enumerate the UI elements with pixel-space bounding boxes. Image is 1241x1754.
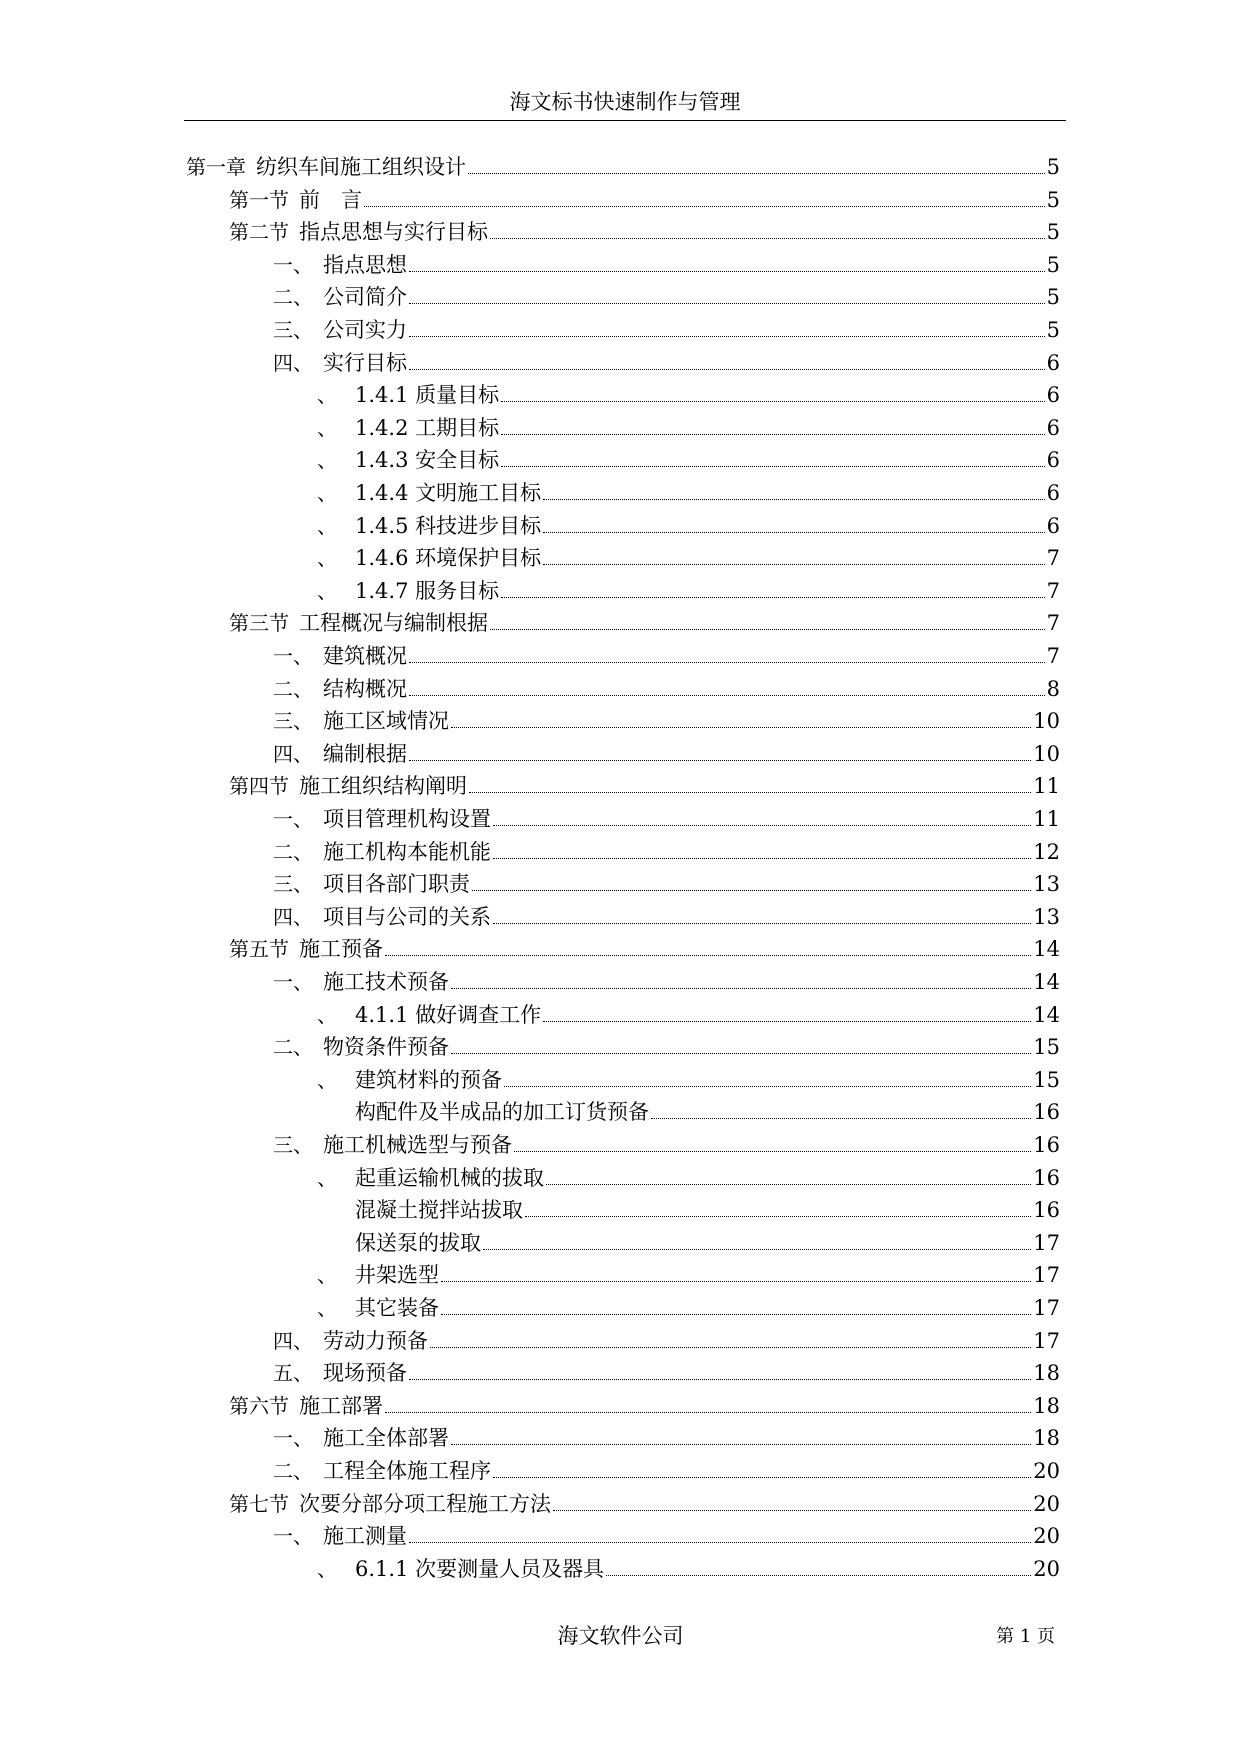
- toc-entry-page: 5: [1046, 220, 1060, 245]
- toc-entry-marker: 三、: [273, 872, 313, 897]
- toc-entry-page: 17: [1033, 1230, 1060, 1255]
- toc-entry-label: 指点思想: [323, 252, 407, 277]
- toc-entry-label: 1.4.4 文明施工目标: [355, 481, 542, 505]
- toc-leader-dots: [385, 955, 1031, 956]
- toc-entry-page: 13: [1033, 872, 1060, 897]
- toc-entry[interactable]: [273, 346, 1060, 376]
- toc-leader-dots: [525, 1216, 1031, 1217]
- toc-entry-page: 5: [1046, 187, 1060, 212]
- toc-entry-page: 20: [1033, 1491, 1060, 1516]
- toc-leader-dots: [409, 760, 1031, 761]
- toc-entry-label: 物资条件预备: [323, 1035, 449, 1060]
- toc-entry-page: 6: [1046, 415, 1060, 440]
- toc-entry[interactable]: [186, 150, 1060, 180]
- toc-entry[interactable]: [317, 1291, 1060, 1321]
- toc-leader-dots: [409, 1542, 1031, 1543]
- toc-entry-marker: 第七节: [229, 1491, 289, 1516]
- toc-entry-marker: 、: [317, 546, 337, 571]
- toc-entry-marker: 一、: [273, 1524, 313, 1549]
- toc-entry-marker: 三、: [273, 1133, 313, 1157]
- toc-leader-dots: [514, 1151, 1031, 1152]
- toc-entry-label: 现场预备: [323, 1361, 407, 1386]
- toc-leader-dots: [451, 1444, 1031, 1445]
- toc-entry-marker: 、: [317, 448, 337, 473]
- toc-entry[interactable]: [317, 476, 1060, 506]
- toc-entry[interactable]: [273, 867, 1060, 897]
- toc-leader-dots: [501, 597, 1045, 598]
- toc-entry-label: 1.4.5 科技进步目标: [355, 513, 542, 538]
- toc-entry-label: 公司简介: [323, 285, 407, 310]
- toc-entry-page: 18: [1033, 1361, 1060, 1386]
- toc-leader-dots: [451, 1053, 1031, 1054]
- toc-entry[interactable]: [229, 1487, 1060, 1517]
- toc-entry-marker: 、: [317, 383, 337, 408]
- toc-leader-dots: [409, 695, 1045, 696]
- toc-entry-marker: 四、: [273, 1328, 313, 1353]
- toc-entry[interactable]: [229, 932, 1060, 962]
- toc-entry-page: 17: [1033, 1328, 1060, 1353]
- toc-entry-label: 施工技术预备: [323, 970, 449, 994]
- toc-leader-dots: [441, 1314, 1031, 1315]
- toc-entry-label: 项目管理机构设置: [323, 807, 491, 831]
- toc-entry-marker: 二、: [273, 676, 313, 701]
- toc-entry-label: 4.1.1 做好调查工作: [355, 1002, 542, 1027]
- toc-entry-page: 16: [1033, 1100, 1060, 1125]
- toc-entry-marker: 、: [317, 415, 337, 440]
- toc-entry-label: 编制根据: [323, 741, 407, 766]
- toc-entry-marker: 第四节: [229, 774, 289, 799]
- toc-leader-dots: [472, 890, 1031, 891]
- toc-leader-dots: [606, 1575, 1031, 1576]
- toc-entry-marker: 第一章: [186, 155, 246, 179]
- toc-entry-page: 15: [1033, 1067, 1060, 1092]
- toc-entry-label: 构配件及半成品的加工订货预备: [355, 1100, 649, 1125]
- toc-entry-marker: 第二节: [229, 220, 289, 245]
- toc-entry-page: 14: [1033, 1002, 1060, 1027]
- toc-leader-dots: [493, 1477, 1031, 1478]
- toc-entry[interactable]: [229, 183, 1060, 213]
- toc-entry-page: 14: [1033, 937, 1060, 962]
- toc-entry[interactable]: [317, 1552, 1060, 1582]
- toc-entry-page: 14: [1033, 970, 1060, 994]
- toc-entry-label: 起重运输机械的拔取: [355, 1165, 544, 1190]
- toc-entry-label: 施工机械选型与预备: [323, 1133, 512, 1157]
- toc-entry-label: 施工预备: [299, 937, 383, 962]
- page-header-title: 海文标书快速制作与管理: [509, 90, 741, 114]
- toc-entry-label: 前 言: [299, 187, 362, 212]
- toc-entry-label: 次要分部分项工程施工方法: [299, 1491, 551, 1516]
- toc-leader-dots: [469, 792, 1031, 793]
- toc-entry-page: 20: [1033, 1524, 1060, 1549]
- toc-entry-marker: 五、: [273, 1361, 313, 1386]
- toc-entry[interactable]: [273, 737, 1060, 767]
- footer-page-number: 第 1 页: [996, 1626, 1055, 1647]
- toc-entry[interactable]: [273, 802, 1060, 832]
- toc-entry-label: 1.4.2 工期目标: [355, 415, 500, 440]
- toc-entry-page: 17: [1033, 1263, 1060, 1288]
- toc-entry-marker: 一、: [273, 252, 313, 277]
- toc-entry-page: 18: [1033, 1426, 1060, 1451]
- toc-entry[interactable]: [273, 280, 1060, 310]
- toc-entry-marker: 二、: [273, 1035, 313, 1060]
- toc-leader-dots: [553, 1510, 1031, 1511]
- toc-entry-marker: 、: [317, 1002, 337, 1027]
- footer-company: 海文软件公司: [557, 1624, 684, 1648]
- toc-entry-marker: 、: [317, 578, 337, 603]
- toc-leader-dots: [409, 271, 1045, 272]
- toc-entry-label: 项目与公司的关系: [323, 904, 491, 929]
- toc-entry[interactable]: [273, 1454, 1060, 1484]
- toc-entry[interactable]: [273, 835, 1060, 865]
- toc-entry-marker: 第一节: [229, 187, 289, 212]
- toc-entry-page: 10: [1033, 709, 1060, 734]
- toc-entry-label: 纺织车间施工组织设计: [256, 155, 466, 179]
- toc-entry-label: 1.4.3 安全目标: [355, 448, 500, 473]
- toc-leader-dots: [493, 825, 1031, 826]
- toc-entry[interactable]: [273, 248, 1060, 278]
- toc-entry-label: 其它装备: [355, 1296, 439, 1320]
- toc-leader-dots: [543, 1021, 1031, 1022]
- toc-entry[interactable]: [355, 1226, 1060, 1256]
- toc-entry-marker: 三、: [273, 318, 313, 342]
- toc-entry[interactable]: [317, 1161, 1060, 1191]
- toc-entry-marker: 、: [317, 481, 337, 505]
- toc-entry-label: 建筑材料的预备: [355, 1067, 502, 1092]
- toc-entry-page: 16: [1033, 1133, 1060, 1157]
- toc-entry[interactable]: [273, 1324, 1060, 1354]
- toc-entry[interactable]: [317, 1258, 1060, 1288]
- toc-leader-dots: [546, 1184, 1031, 1185]
- toc-entry-page: 6: [1046, 481, 1060, 505]
- toc-entry-marker: 第五节: [229, 937, 289, 962]
- header-rule: [184, 120, 1066, 121]
- toc-leader-dots: [441, 1281, 1031, 1282]
- toc-leader-dots: [651, 1118, 1031, 1119]
- toc-leader-dots: [364, 206, 1045, 207]
- toc-entry-page: 5: [1046, 252, 1060, 277]
- toc-leader-dots: [430, 1347, 1031, 1348]
- toc-entry[interactable]: [317, 411, 1060, 441]
- toc-entry-label: 施工测量: [323, 1524, 407, 1549]
- toc-entry-marker: 、: [317, 513, 337, 538]
- toc-leader-dots: [490, 629, 1045, 630]
- toc-leader-dots: [409, 1379, 1031, 1380]
- toc-entry[interactable]: [355, 1095, 1060, 1125]
- toc-entry[interactable]: [317, 998, 1060, 1028]
- toc-leader-dots: [543, 564, 1045, 565]
- toc-leader-dots: [504, 1086, 1031, 1087]
- toc-entry-marker: 四、: [273, 904, 313, 929]
- toc-entry-marker: 、: [317, 1296, 337, 1320]
- toc-entry[interactable]: [273, 965, 1060, 995]
- toc-entry-page: 18: [1033, 1393, 1060, 1418]
- toc-entry-page: 16: [1033, 1165, 1060, 1190]
- toc-entry-label: 实行目标: [323, 350, 407, 375]
- toc-leader-dots: [451, 727, 1031, 728]
- toc-entry[interactable]: [273, 1421, 1060, 1451]
- toc-entry[interactable]: [273, 1356, 1060, 1386]
- toc-entry-page: 10: [1033, 741, 1060, 766]
- toc-entry-page: 11: [1033, 774, 1060, 799]
- toc-entry-label: 工程全体施工程序: [323, 1459, 491, 1483]
- toc-entry-label: 结构概况: [323, 676, 407, 701]
- toc-entry-marker: 二、: [273, 285, 313, 310]
- toc-entry-label: 建筑概况: [323, 644, 407, 668]
- toc-entry[interactable]: [273, 672, 1060, 702]
- toc-entry-label: 6.1.1 次要测量人员及器具: [355, 1556, 605, 1581]
- toc-entry-marker: 、: [317, 1165, 337, 1190]
- toc-entry-marker: 、: [317, 1067, 337, 1092]
- toc-entry-label: 施工部署: [299, 1393, 383, 1418]
- toc-entry-page: 6: [1046, 350, 1060, 375]
- toc-entry-marker: 一、: [273, 970, 313, 994]
- toc-entry-label: 1.4.6 环境保护目标: [355, 546, 542, 571]
- toc-entry[interactable]: [317, 443, 1060, 473]
- toc-entry-label: 施工机构本能机能: [323, 839, 491, 864]
- toc-entry-marker: 二、: [273, 1459, 313, 1483]
- toc-entry-page: 6: [1046, 513, 1060, 538]
- toc-leader-dots: [493, 858, 1031, 859]
- toc-entry-label: 劳动力预备: [323, 1328, 428, 1353]
- toc-entry-page: 11: [1033, 807, 1060, 831]
- toc-entry-page: 13: [1033, 904, 1060, 929]
- toc-leader-dots: [385, 1412, 1031, 1413]
- toc-entry-page: 8: [1046, 676, 1060, 701]
- toc-leader-dots: [543, 499, 1045, 500]
- toc-entry-label: 施工区域情况: [323, 709, 449, 734]
- toc-entry-page: 5: [1046, 318, 1060, 342]
- toc-entry-page: 17: [1033, 1296, 1060, 1320]
- toc-entry-page: 6: [1046, 448, 1060, 473]
- toc-leader-dots: [451, 988, 1031, 989]
- toc-leader-dots: [468, 173, 1045, 174]
- toc-entry[interactable]: [229, 769, 1060, 799]
- toc-entry[interactable]: [273, 704, 1060, 734]
- toc-leader-dots: [409, 336, 1045, 337]
- toc-entry-marker: 一、: [273, 1426, 313, 1451]
- toc-entry-label: 1.4.7 服务目标: [355, 578, 500, 603]
- toc-entry-page: 20: [1033, 1459, 1060, 1483]
- toc-entry-page: 5: [1046, 285, 1060, 310]
- toc-entry-page: 7: [1046, 546, 1060, 571]
- toc-entry-label: 指点思想与实行目标: [299, 220, 488, 245]
- toc-entry-marker: 、: [317, 1556, 337, 1581]
- toc-entry-marker: 第六节: [229, 1393, 289, 1418]
- toc-entry-label: 混凝土搅拌站拔取: [355, 1198, 523, 1223]
- toc-entry-label: 公司实力: [323, 318, 407, 342]
- toc-entry-marker: 一、: [273, 807, 313, 831]
- toc-entry-page: 7: [1046, 644, 1060, 668]
- toc-entry-page: 12: [1033, 839, 1060, 864]
- toc-leader-dots: [409, 303, 1045, 304]
- toc-entry[interactable]: [317, 378, 1060, 408]
- toc-entry-marker: 、: [317, 1263, 337, 1288]
- toc-leader-dots: [409, 662, 1045, 663]
- toc-entry-label: 井架选型: [355, 1263, 439, 1288]
- toc-entry-page: 16: [1033, 1198, 1060, 1223]
- toc-leader-dots: [493, 923, 1031, 924]
- toc-leader-dots: [501, 466, 1045, 467]
- toc-entry-page: 7: [1046, 578, 1060, 603]
- toc-entry-marker: 三、: [273, 709, 313, 734]
- toc-entry-marker: 一、: [273, 644, 313, 668]
- toc-entry-marker: 第三节: [229, 611, 289, 636]
- toc-leader-dots: [501, 434, 1045, 435]
- toc-leader-dots: [483, 1249, 1031, 1250]
- toc-entry-label: 施工全体部署: [323, 1426, 449, 1451]
- toc-entry[interactable]: [317, 1063, 1060, 1093]
- toc-entry[interactable]: [273, 1519, 1060, 1549]
- toc-entry-page: 7: [1046, 611, 1060, 636]
- toc-entry[interactable]: [355, 1193, 1060, 1223]
- toc-entry-page: 5: [1046, 155, 1060, 179]
- toc-entry-page: 15: [1033, 1035, 1060, 1060]
- toc-entry-marker: 二、: [273, 839, 313, 864]
- toc-entry[interactable]: [317, 541, 1060, 571]
- toc-entry[interactable]: [273, 900, 1060, 930]
- toc-leader-dots: [409, 369, 1045, 370]
- toc-entry[interactable]: [229, 215, 1060, 245]
- toc-entry-label: 1.4.1 质量目标: [355, 383, 500, 408]
- toc-entry[interactable]: [229, 1389, 1060, 1419]
- toc-entry-label: 保送泵的拔取: [355, 1230, 481, 1255]
- toc-entry[interactable]: [229, 606, 1060, 636]
- toc-leader-dots: [490, 238, 1045, 239]
- toc-entry-label: 施工组织结构阐明: [299, 774, 467, 799]
- toc-entry[interactable]: [273, 1030, 1060, 1060]
- toc-entry[interactable]: [273, 1128, 1060, 1158]
- toc-entry-page: 20: [1033, 1556, 1060, 1581]
- toc-entry-label: 工程概况与编制根据: [299, 611, 488, 636]
- toc-leader-dots: [543, 532, 1045, 533]
- toc-entry[interactable]: [317, 509, 1060, 539]
- toc-entry[interactable]: [317, 574, 1060, 604]
- toc-entry-page: 6: [1046, 383, 1060, 408]
- toc-entry[interactable]: [273, 639, 1060, 669]
- toc-entry-label: 项目各部门职责: [323, 872, 470, 897]
- toc-leader-dots: [501, 401, 1045, 402]
- toc-entry-marker: 四、: [273, 350, 313, 375]
- toc-entry[interactable]: [273, 313, 1060, 343]
- toc-entry-marker: 四、: [273, 741, 313, 766]
